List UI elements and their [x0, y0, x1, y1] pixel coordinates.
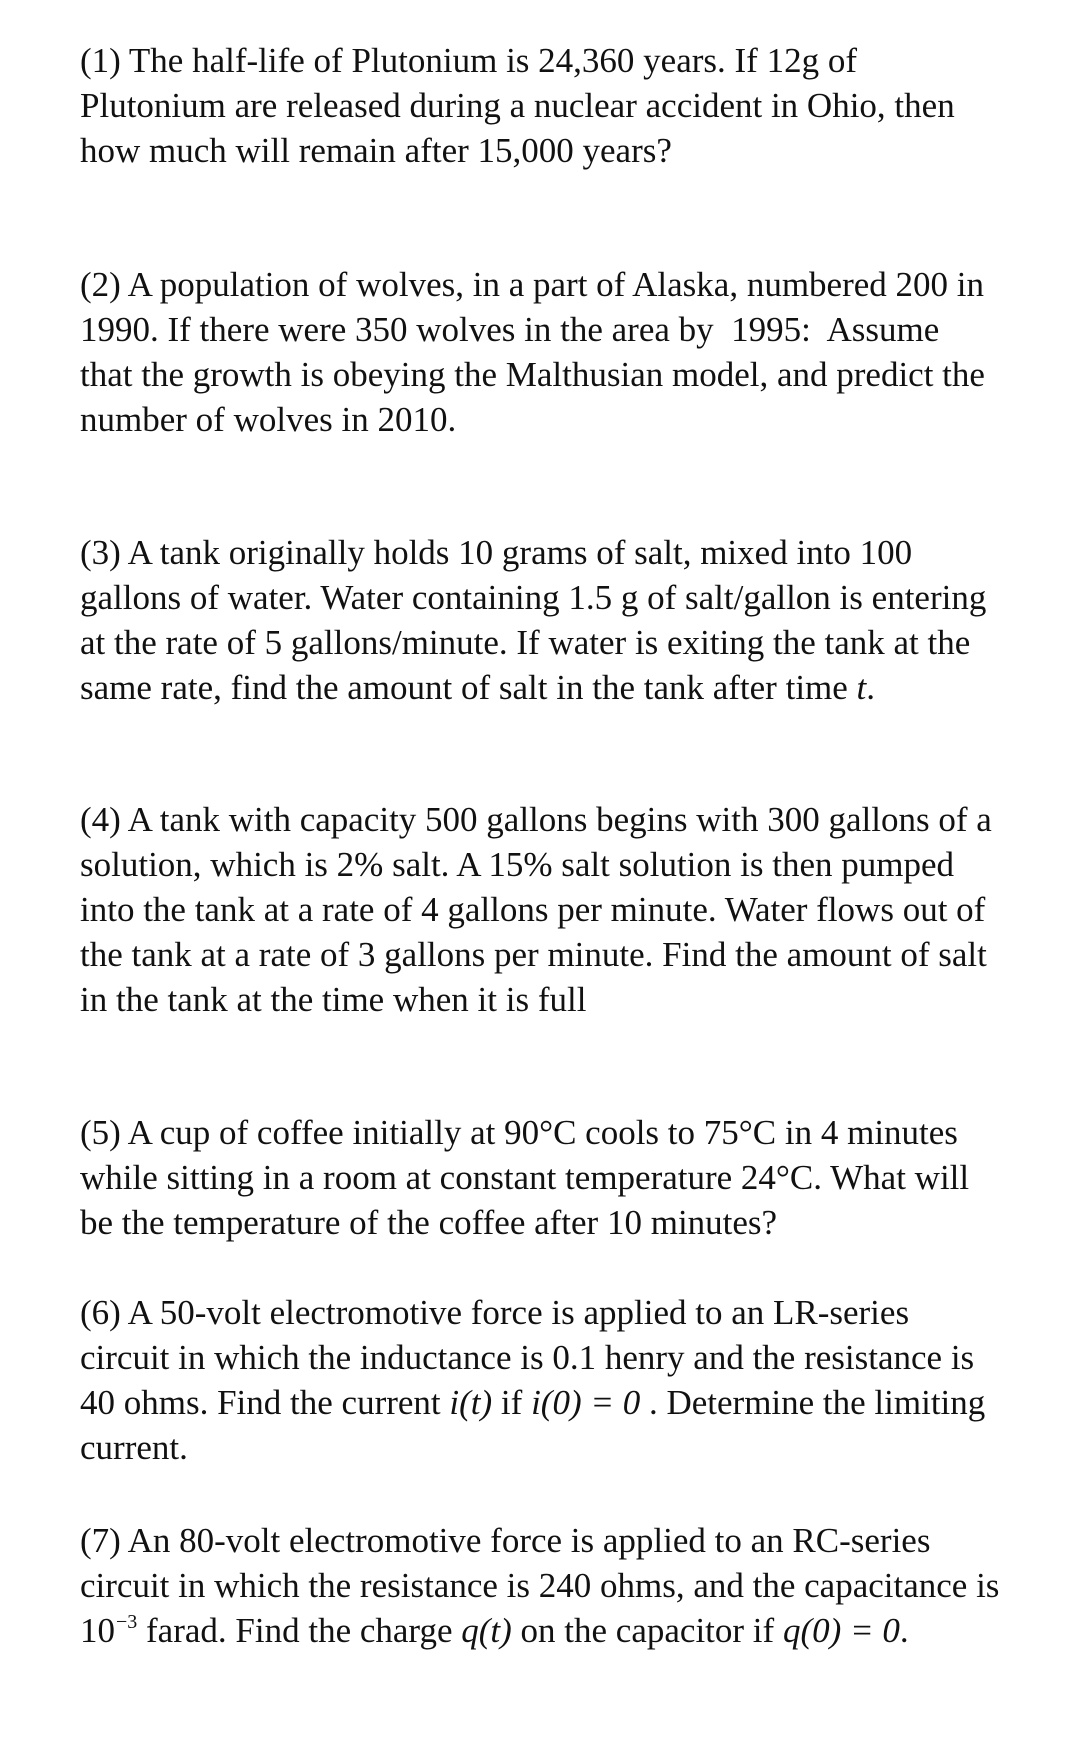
problem-3: [80, 530, 1010, 710]
problem-text-line: (2) A population of wolves, in a part of Alaska, numbered 200 in: [80, 265, 985, 304]
problem-text-line: into the tank at a rate of 4 gallons per minute. Water flows out of: [80, 890, 986, 929]
problem-text-line: solution, which is 2% salt. A 15% salt solution is then pumped: [80, 845, 955, 884]
problem-text-line: (1) The half-life of Plutonium is 24,360 years. If 12g of: [80, 41, 857, 80]
problem-text-line: (6) A 50-volt electromotive force is applied to an LR-series: [80, 1293, 910, 1332]
problem-text-segment: 40 ohms. Find the current: [80, 1383, 450, 1422]
problem-text-line: (3) A tank originally holds 10 grams of salt, mixed into 100: [80, 533, 913, 572]
math-expression: q(t): [461, 1611, 512, 1650]
problem-5: [80, 1110, 1010, 1245]
problem-text-line: [80, 665, 1010, 710]
problem-text-line: [80, 1380, 1010, 1425]
problem-text-line: number of wolves in 2010.: [80, 400, 457, 439]
problem-text-segment: .: [866, 668, 876, 707]
problem-text-line: Plutonium are released during a nuclear accident in Ohio, then: [80, 86, 955, 125]
power-base: 10: [80, 1611, 115, 1650]
power-exponent: −3: [116, 1611, 138, 1633]
problem-text-line: gallons of water. Water containing 1.5 g of salt/gallon is entering: [80, 578, 987, 617]
problem-text-line: circuit in which the inductance is 0.1 henry and the resistance is: [80, 1338, 975, 1377]
problem-text-line: at the rate of 5 gallons/minute. If water is exiting the tank at the: [80, 623, 971, 662]
math-variable: t: [856, 668, 867, 707]
problem-text-segment: on the capacitor if: [511, 1611, 783, 1650]
problem-text-line: while sitting in a room at constant temperature 24°C. What will: [80, 1158, 970, 1197]
math-expression: q(0) = 0: [782, 1611, 900, 1650]
math-expression: i(0) = 0: [531, 1383, 641, 1422]
problem-text-line: (4) A tank with capacity 500 gallons begins with 300 gallons of a: [80, 800, 992, 839]
problem-text-line: circuit in which the resistance is 240 ohms, and the capacitance is: [80, 1566, 1000, 1605]
problem-text-line: how much will remain after 15,000 years?: [80, 131, 672, 170]
problem-text-line: (5) A cup of coffee initially at 90°C cools to 75°C in 4 minutes: [80, 1113, 958, 1152]
problem-text-line: that the growth is obeying the Malthusian model, and predict the: [80, 355, 985, 394]
problem-2: [80, 262, 1010, 442]
problem-text-segment: .: [899, 1611, 909, 1650]
problem-1: [80, 38, 1010, 173]
math-expression: i(t): [449, 1383, 493, 1422]
problem-text-line: current.: [80, 1428, 188, 1467]
problem-text-segment: . Determine the limiting: [640, 1383, 986, 1422]
problem-text-segment: farad. Find the charge: [137, 1611, 462, 1650]
problem-4: [80, 797, 1010, 1022]
problem-text-line: be the temperature of the coffee after 10 minutes?: [80, 1203, 778, 1242]
problem-text-line: 1990. If there were 350 wolves in the area by 1995: Assume: [80, 310, 940, 349]
problem-text-line: [80, 1608, 1010, 1659]
problem-7: [80, 1518, 1010, 1659]
problem-text-segment: same rate, find the amount of salt in the tank after time: [80, 668, 857, 707]
problem-6: [80, 1290, 1010, 1470]
problem-text-line: the tank at a rate of 3 gallons per minute. Find the amount of salt: [80, 935, 987, 974]
problem-text-line: in the tank at the time when it is full: [80, 980, 587, 1019]
problem-text-segment: if: [492, 1383, 532, 1422]
problem-text-line: (7) An 80-volt electromotive force is applied to an RC-series: [80, 1521, 931, 1560]
